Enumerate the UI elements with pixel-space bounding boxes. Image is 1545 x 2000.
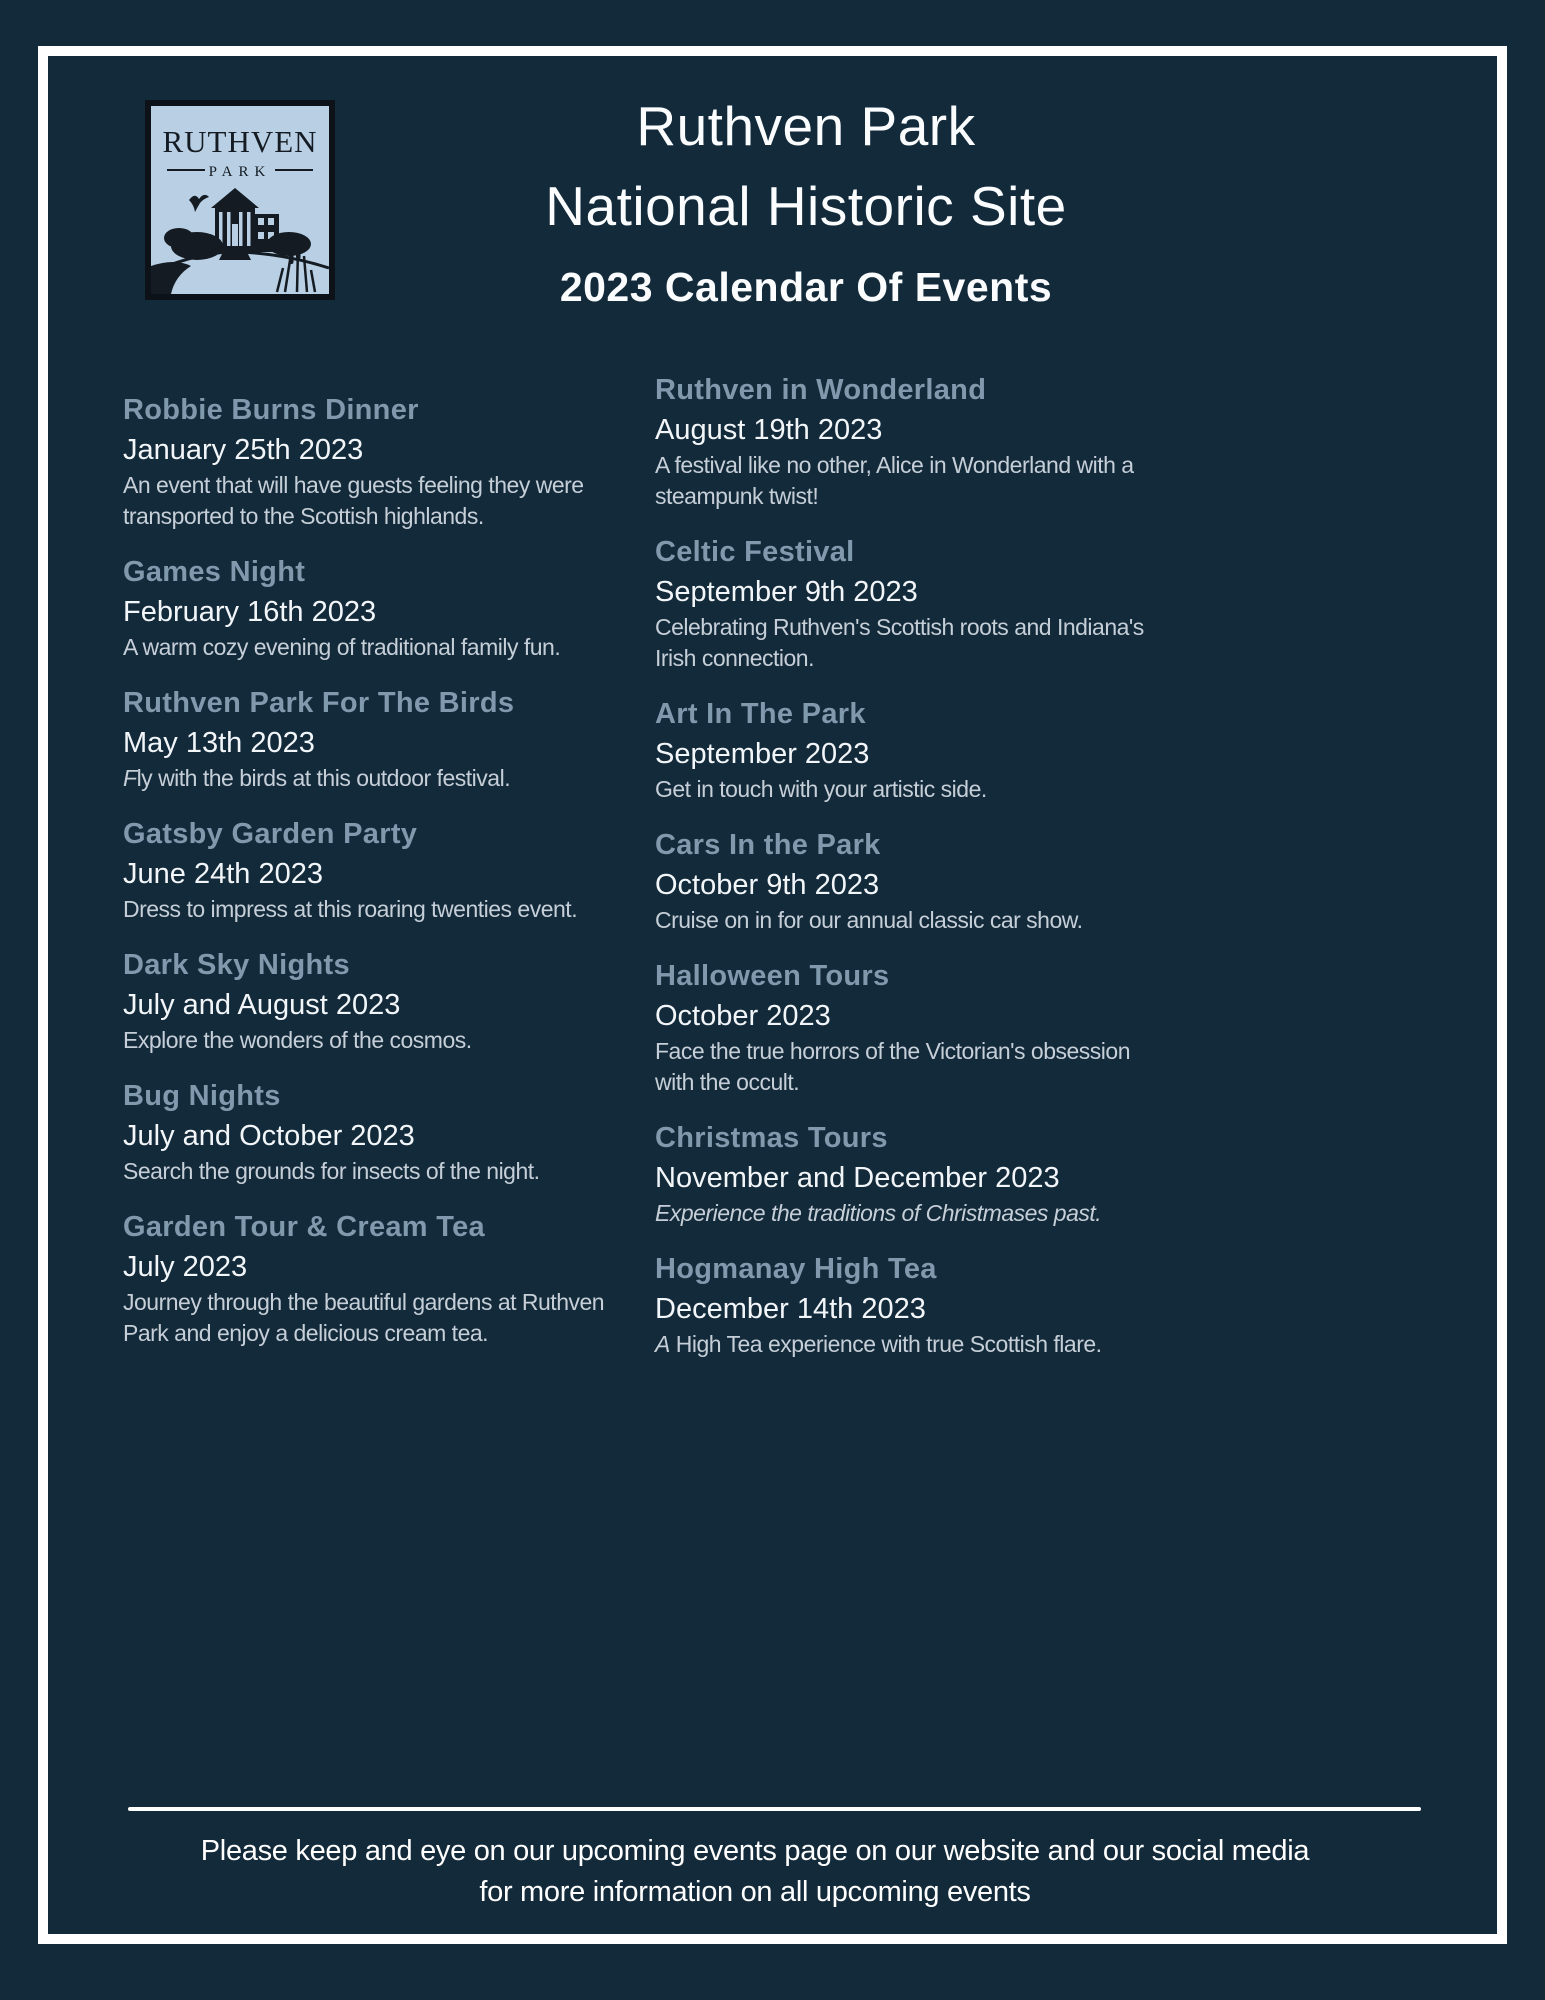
event-item xyxy=(123,552,633,663)
events-column-left xyxy=(123,390,633,1369)
event-description: Dress to impress at this roaring twenties event. xyxy=(123,896,578,922)
event-item xyxy=(655,694,1155,805)
logo-wordmark: RUTHVEN xyxy=(162,124,318,159)
event-description: A warm cozy evening of traditional family fun. xyxy=(123,634,561,660)
event-item xyxy=(655,370,1155,512)
event-description: A High Tea experience with true Scottish flare. xyxy=(655,1331,1102,1357)
event-date: June 24th 2023 xyxy=(123,858,323,890)
event-item xyxy=(123,814,633,925)
event-date: July and August 2023 xyxy=(123,989,401,1021)
calendar-subtitle: 2023 Calendar Of Events xyxy=(559,264,1053,310)
event-title: Ruthven Park For The Birds xyxy=(123,687,515,719)
event-item xyxy=(123,1207,633,1349)
event-date: February 16th 2023 xyxy=(123,596,377,628)
event-title: Ruthven in Wonderland xyxy=(655,374,987,406)
event-item xyxy=(123,1076,633,1187)
event-description: Journey through the beautiful gardens at Ruthven Park and enjoy a delicious cream tea. xyxy=(123,1289,605,1346)
event-title: Hogmanay High Tea xyxy=(655,1253,937,1285)
event-item xyxy=(123,945,633,1056)
event-description: Fly with the birds at this outdoor festival. xyxy=(123,765,511,791)
event-description: Celebrating Ruthven's Scottish roots and Indiana's Irish connection. xyxy=(655,614,1144,671)
event-title: Bug Nights xyxy=(123,1080,281,1112)
event-item xyxy=(123,390,633,532)
event-description: Face the true horrors of the Victorian's obsession with the occult. xyxy=(655,1038,1131,1095)
event-title: Celtic Festival xyxy=(655,536,855,568)
event-description: Search the grounds for insects of the night. xyxy=(123,1158,540,1184)
cattail-head xyxy=(289,252,294,264)
events-column-right xyxy=(655,370,1155,1380)
event-description: Get in touch with your artistic side. xyxy=(655,776,987,802)
event-item xyxy=(123,683,633,794)
event-item xyxy=(655,532,1155,674)
event-title: Art In The Park xyxy=(655,698,866,730)
event-date: July 2023 xyxy=(123,1251,248,1283)
event-date: August 19th 2023 xyxy=(655,414,883,446)
event-date: October 2023 xyxy=(655,1000,831,1032)
event-title: Garden Tour & Cream Tea xyxy=(123,1211,485,1243)
event-item xyxy=(655,825,1155,936)
event-title: Christmas Tours xyxy=(655,1122,888,1154)
footer-divider xyxy=(128,1807,1421,1811)
event-date: September 2023 xyxy=(655,738,870,770)
event-description: Cruise on in for our annual classic car show. xyxy=(655,907,1083,933)
site-title-line-2: National Historic Site xyxy=(545,175,1067,237)
footer-note: Please keep and eye on our upcoming events page on our website and our social media for more information on all upcoming events xyxy=(200,1835,1310,1908)
event-date: January 25th 2023 xyxy=(123,434,364,466)
event-description: A festival like no other, Alice in Wonderland with a steampunk twist! xyxy=(655,452,1134,509)
event-title: Halloween Tours xyxy=(655,960,890,992)
event-date: November and December 2023 xyxy=(655,1162,1060,1194)
event-title: Games Night xyxy=(123,556,306,588)
event-title: Cars In the Park xyxy=(655,829,881,861)
header xyxy=(378,86,1234,312)
logo-sub-wordmark: PARK xyxy=(208,164,272,180)
poster-body xyxy=(48,56,1497,1934)
event-title: Gatsby Garden Party xyxy=(123,818,418,850)
event-description: An event that will have guests feeling they were transported to the Scottish highlands. xyxy=(123,472,584,529)
event-title: Robbie Burns Dinner xyxy=(123,394,419,426)
event-date: May 13th 2023 xyxy=(123,727,315,759)
poster-frame xyxy=(38,46,1507,1944)
cattail-head xyxy=(296,246,301,259)
ruthven-park-logo xyxy=(145,100,335,300)
event-date: July and October 2023 xyxy=(123,1120,415,1152)
event-date: December 14th 2023 xyxy=(655,1293,926,1325)
site-title-line-1: Ruthven Park xyxy=(636,95,976,157)
event-date: September 9th 2023 xyxy=(655,576,918,608)
event-item xyxy=(655,1118,1155,1229)
event-title: Dark Sky Nights xyxy=(123,949,350,981)
ruthven-park-logo-illustration xyxy=(145,100,335,300)
event-description: Experience the traditions of Christmases past. xyxy=(655,1200,1102,1226)
event-item xyxy=(655,1249,1155,1360)
event-date: October 9th 2023 xyxy=(655,869,880,901)
footer xyxy=(48,1807,1497,1913)
event-description: Explore the wonders of the cosmos. xyxy=(123,1027,472,1053)
event-item xyxy=(655,956,1155,1098)
